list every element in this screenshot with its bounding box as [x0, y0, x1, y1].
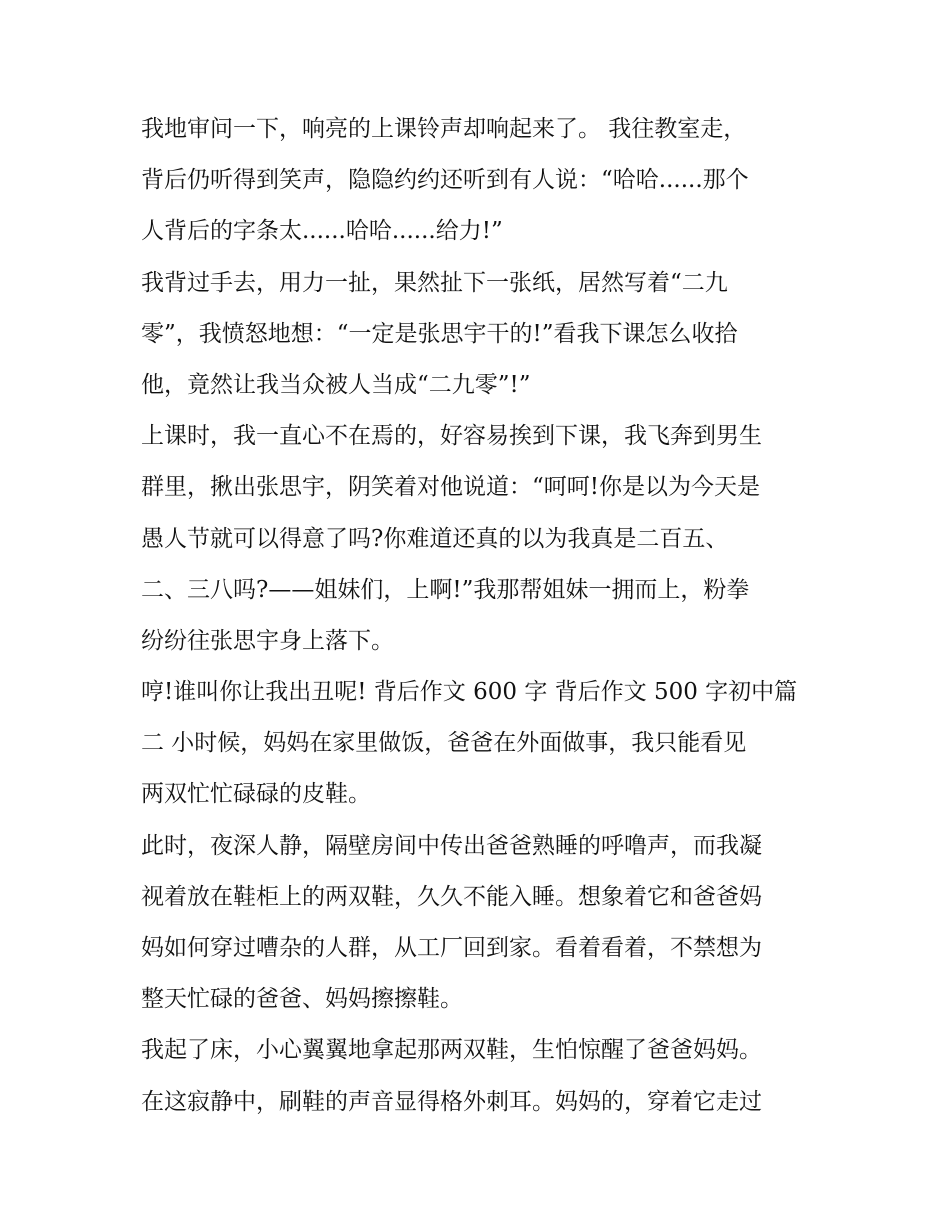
text-line-13: 二 小时候，妈妈在家里做饭，爸爸在外面做事，我只能看见 — [141, 730, 747, 757]
text-line-7: 上课时，我一直心不在焉的，好容易挨到下课，我飞奔到男生 — [141, 423, 762, 450]
text-line-6: 他，竟然让我当众被人当成“二九零”!” — [141, 371, 531, 398]
text-line-12: 哼!谁叫你让我出丑呢! 背后作文 600 字 背后作文 500 字初中篇 — [141, 679, 798, 706]
text-line-1: 我地审问一下，响亮的上课铃声却响起来了。 我往教室走， — [141, 116, 747, 142]
text-line-10: 二、三八吗?——姐妹们，上啊!”我那帮姐妹一拥而上，粉拳 — [141, 576, 750, 603]
text-line-19: 我起了床，小心翼翼地拿起那两双鞋，生怕惊醒了爸爸妈妈。 — [141, 1037, 762, 1064]
text-line-18: 整天忙碌的爸爸、妈妈擦擦鞋。 — [141, 986, 463, 1013]
text-line-9: 愚人节就可以得意了吗?你难道还真的以为我真是二百五、 — [141, 525, 729, 552]
text-line-5: 零”，我愤怒地想：“一定是张思宇干的!”看我下课怎么收拾 — [141, 320, 738, 347]
text-line-11: 纷纷往张思宇身上落下。 — [141, 627, 394, 654]
text-line-17: 妈如何穿过嘈杂的人群，从工厂回到家。看着看着，不禁想为 — [141, 935, 762, 961]
text-line-4: 我背过手去，用力一扯，果然扯下一张纸，居然写着“二九 — [141, 269, 728, 296]
text-line-14: 两双忙忙碌碌的皮鞋。 — [141, 781, 371, 808]
text-line-20: 在这寂静中，刷鞋的声音显得格外刺耳。妈妈的，穿着它走过 — [141, 1088, 762, 1115]
text-line-8: 群里，揪出张思宇，阴笑着对他说道：“呵呵!你是以为今天是 — [141, 474, 761, 501]
text-line-3: 人背后的字条太......哈哈......给力!” — [141, 218, 503, 245]
text-line-15: 此时，夜深人静，隔壁房间中传出爸爸熟睡的呼噜声，而我凝 — [141, 832, 762, 859]
article-body — [141, 104, 821, 1128]
text-line-2: 背后仍听得到笑声，隐隐约约还听到有人说：“哈哈......那个 — [141, 167, 749, 194]
text-line-16: 视着放在鞋柜上的两双鞋，久久不能入睡。想象着它和爸爸妈 — [141, 883, 762, 910]
